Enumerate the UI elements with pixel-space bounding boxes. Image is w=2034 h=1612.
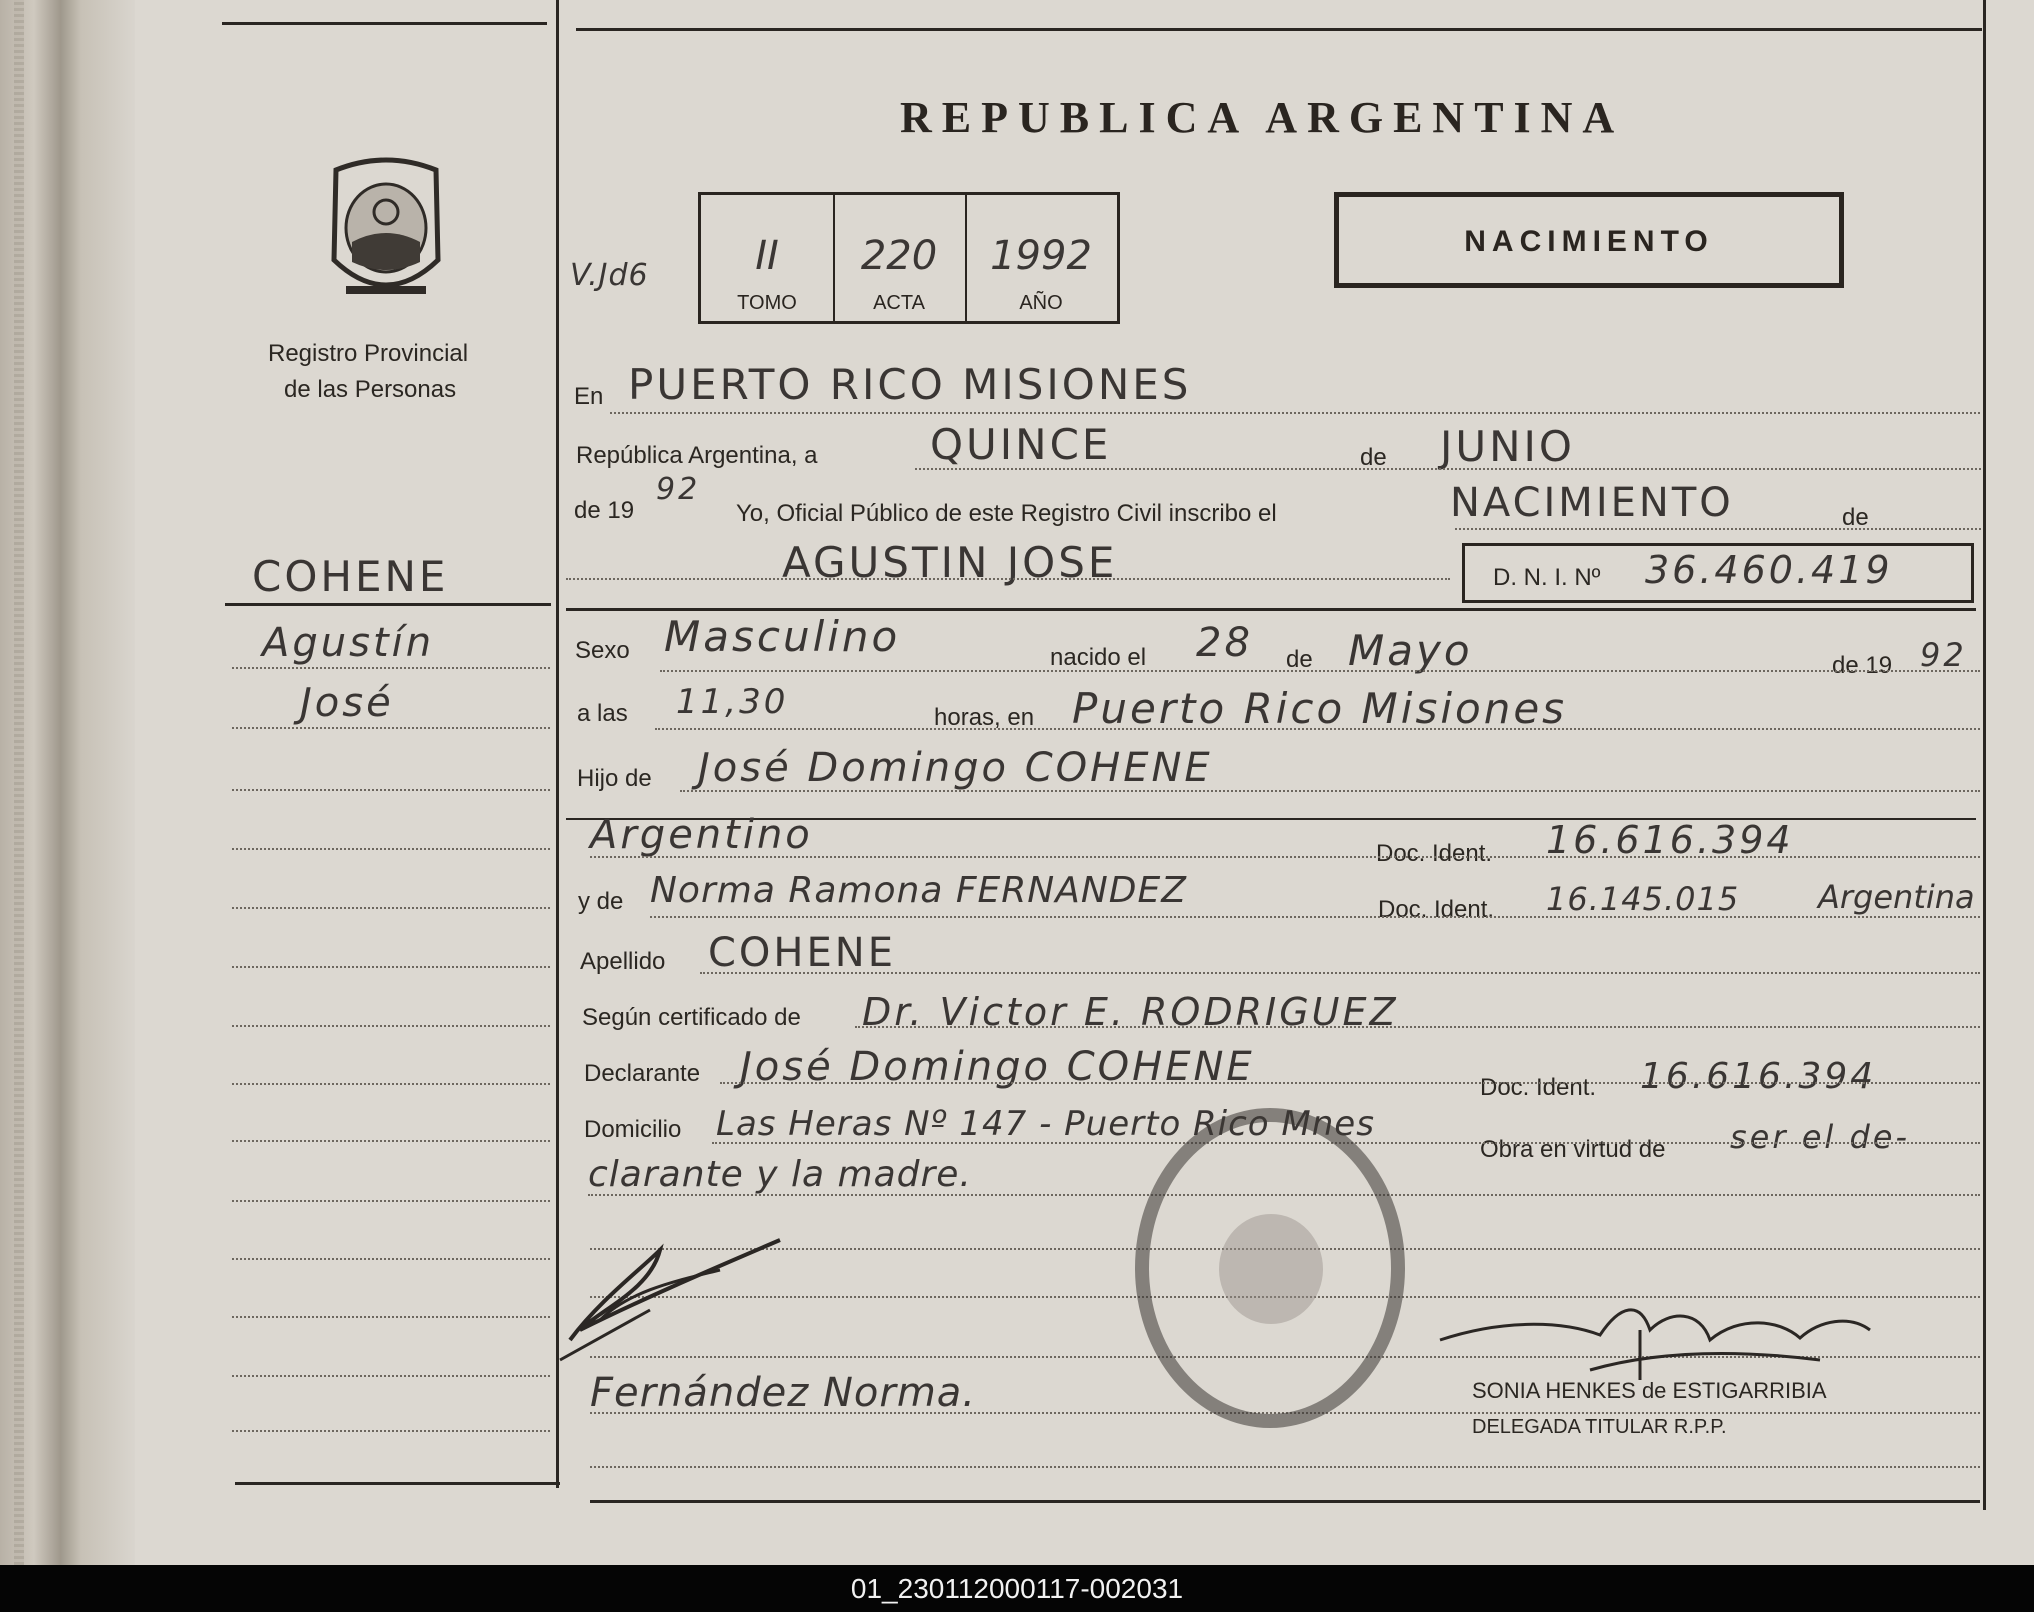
- de19-label-2: de 19: [1832, 652, 1893, 679]
- anio-label: AÑO: [1019, 292, 1063, 314]
- birth-time: 11,30: [676, 682, 789, 722]
- birth-year: 92: [1920, 636, 1967, 674]
- top-rule-left: [222, 22, 547, 25]
- domicilio-label: Domicilio: [584, 1116, 682, 1143]
- birth-month: Mayo: [1348, 626, 1473, 675]
- doc-ident-label-3: Doc. Ident.: [1480, 1074, 1597, 1101]
- dni-label: D. N. I. Nº: [1493, 564, 1601, 591]
- margin-divider: [556, 0, 559, 1488]
- image-id: 01_230112000117-002031: [850, 1573, 1184, 1604]
- segun-label: Según certificado de: [582, 1004, 801, 1031]
- horas-label: horas, en: [934, 704, 1035, 731]
- margin-surname: COHENE: [252, 552, 449, 601]
- place-value: PUERTO RICO MISIONES: [628, 360, 1192, 409]
- domicilio-value: Las Heras Nº 147 - Puerto Rico Mnes: [716, 1104, 1375, 1144]
- mother-doc: 16.145.015: [1546, 880, 1740, 918]
- de-label-3: de: [1286, 646, 1313, 673]
- inscription-year: 92: [656, 472, 701, 507]
- official-name: SONIA HENKES de ESTIGARRIBIA: [1472, 1378, 1827, 1403]
- obra-label: Obra en virtud de: [1480, 1136, 1666, 1163]
- dni-value: 36.460.419: [1645, 548, 1893, 592]
- doc-ident-label-2: Doc. Ident.: [1378, 896, 1495, 923]
- de19-label: de 19: [574, 497, 635, 524]
- de-label-2: de: [1842, 504, 1869, 531]
- father-doc: 16.616.394: [1546, 818, 1794, 862]
- oficial-text: Yo, Oficial Público de este Registro Civil inscribo el: [736, 500, 1277, 527]
- registry-name-line1: Registro Provincial: [268, 340, 469, 367]
- apellido-value: COHENE: [708, 930, 896, 976]
- obra-value: ser el de-: [1730, 1118, 1910, 1156]
- y-de-label: y de: [578, 888, 624, 915]
- misiones-seal-icon: [316, 150, 456, 310]
- certificante: Dr. Victor E. RODRIGUEZ: [862, 990, 1399, 1034]
- declarante-doc: 16.616.394: [1640, 1056, 1877, 1097]
- country-heading: REPUBLICA ARGENTINA: [900, 93, 1625, 142]
- declarante-name: José Domingo COHENE: [740, 1044, 1255, 1090]
- tomo-value: II: [755, 233, 779, 279]
- image-id-footer: [0, 1565, 2034, 1612]
- father-nationality: Argentino: [590, 812, 813, 858]
- registry-name-line2: de las Personas: [284, 376, 457, 403]
- right-border: [1983, 0, 1986, 1510]
- mother-signature: Fernández Norma.: [590, 1370, 977, 1416]
- bottom-rule-left: [235, 1482, 560, 1485]
- apellido-label: Apellido: [580, 948, 666, 975]
- en-label: En: [574, 383, 604, 410]
- sexo-label: Sexo: [575, 637, 630, 664]
- record-type-box: [1334, 192, 1844, 288]
- book-prefix-note: V.Jd6: [570, 258, 649, 293]
- name-rule: [566, 608, 1976, 611]
- doc-ident-label-1: Doc. Ident.: [1376, 840, 1493, 867]
- margin-given-line2: José: [300, 680, 394, 726]
- nacido-label: nacido el: [1050, 644, 1147, 671]
- declarante-signature-icon: [560, 1230, 790, 1370]
- birth-place: Puerto Rico Misiones: [1072, 684, 1568, 733]
- acta-label: ACTA: [873, 292, 925, 314]
- anio-value: 1992: [990, 233, 1092, 279]
- sexo-value: Masculino: [664, 612, 901, 661]
- mother-name: Norma Ramona FERNANDEZ: [650, 870, 1187, 911]
- top-rule-right: [576, 28, 1982, 31]
- book-reference-table: [698, 192, 1120, 324]
- surname-rule: [225, 603, 551, 606]
- mother-nationality: Argentina: [1818, 878, 1975, 916]
- acta-value: 220: [860, 233, 938, 279]
- book-binding: [0, 0, 135, 1565]
- inscribe-value: NACIMIENTO: [1450, 480, 1734, 526]
- republica-label: República Argentina, a: [576, 442, 818, 469]
- de-label-1: de: [1360, 444, 1387, 471]
- declarante-label: Declarante: [584, 1060, 701, 1087]
- child-name: AGUSTIN JOSE: [782, 538, 1118, 587]
- official-stamp: [1135, 1108, 1405, 1428]
- margin-given-line1: Agustín: [262, 620, 435, 666]
- official-title: DELEGADA TITULAR R.P.P.: [1472, 1416, 1727, 1438]
- month-value: JUNIO: [1440, 422, 1575, 471]
- day-words: QUINCE: [930, 420, 1112, 469]
- obra-continuation: clarante y la madre.: [588, 1154, 972, 1195]
- record-type: NACIMIENTO: [1464, 225, 1714, 258]
- hijo-label: Hijo de: [577, 765, 652, 792]
- dni-box: [1462, 543, 1974, 603]
- a-las-label: a las: [577, 700, 628, 727]
- tomo-label: TOMO: [737, 292, 797, 314]
- bottom-rule-right: [590, 1500, 1980, 1503]
- birth-day: 28: [1196, 620, 1253, 666]
- father-name: José Domingo COHENE: [698, 745, 1213, 791]
